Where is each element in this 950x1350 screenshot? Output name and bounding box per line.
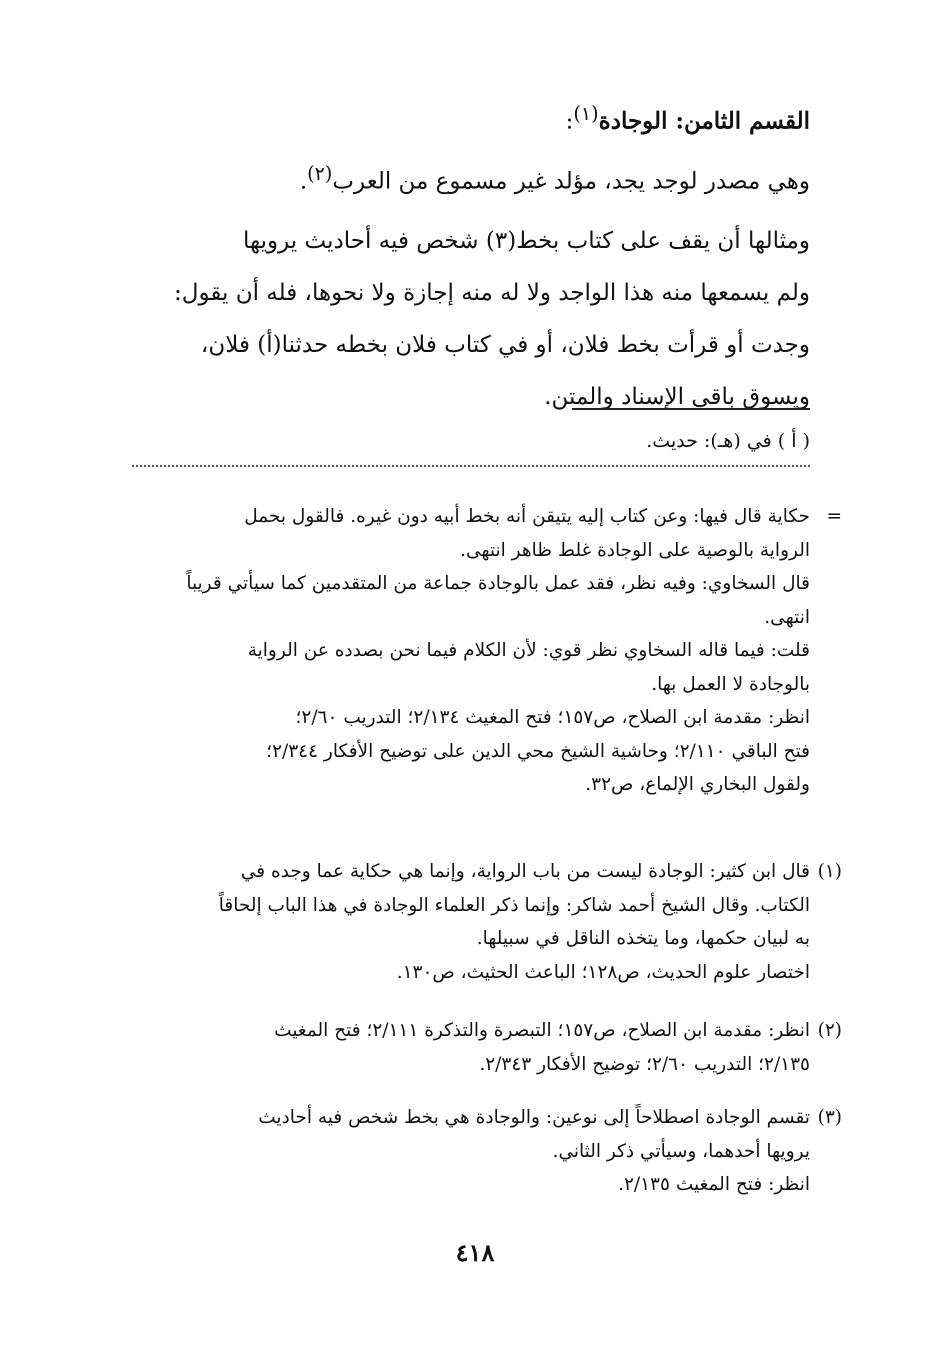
footnote-line: قال ابن كثير: الوجادة ليست من باب الرواية، وإنما هي حكاية عما وجده في <box>240 861 810 882</box>
paragraph-line: ويسوق باقي الإسناد والمتن. <box>544 384 810 411</box>
footnote-line: تقسم الوجادة اصطلاحاً إلى نوعين: والوجادة هي بخط شخص فيه أحاديث <box>258 1107 810 1128</box>
definition-text: وهي مصدر لوجد يجد، مؤلد غير مسموع من العرب <box>332 168 810 195</box>
heading-colon: : <box>565 108 574 135</box>
footnote-line: به لبيان حكمها، وما يتخذه الناقل في سبيلها. <box>476 928 810 949</box>
page-number: ٤١٨ <box>455 1238 495 1267</box>
footnote-line: انتهى. <box>764 606 810 628</box>
footnote-line: انظر: مقدمة ابن الصلاح، ص١٥٧؛ فتح المغيث ٢/١٣٤؛ التدريب ٢/٦٠؛ <box>295 707 810 728</box>
footnote-line: بالوجادة لا العمل بها. <box>651 673 810 695</box>
footnote-line: الكتاب. وقال الشيخ أحمد شاكر: وإنما ذكر العلماء الوجادة في هذا الباب إلحاقاً <box>218 894 810 916</box>
footnote-line: انظر: مقدمة ابن الصلاح، ص١٥٧؛ التبصرة والتذكرة ٢/١١١؛ فتح المغيث <box>274 1020 810 1041</box>
footnote-marker: (١) <box>817 861 842 882</box>
paragraph-line: ومثالها أن يقف على كتاب بخط(٣) شخص فيه أحاديث يرويها <box>243 228 810 255</box>
paragraph-line: ولم يسمعها منه هذا الواجد ولا له منه إجازة ولا نحوها، فله أن يقول: <box>174 280 810 307</box>
heading-footnote-ref: (١) <box>573 102 599 125</box>
definition-line <box>115 148 810 208</box>
footnote-line: حكاية قال فيها: وعن كتاب إليه يتيقن أنه بخط أبيه دون غيره. فالقول بحمل <box>244 506 810 527</box>
definition-period: . <box>299 168 308 195</box>
continuation-marker: = <box>826 506 842 527</box>
main-text <box>115 88 810 423</box>
dotted-divider <box>132 465 810 467</box>
definition-footnote-ref: (٢) <box>307 161 333 185</box>
variant-note: ( أ ) في (هـ): حديث. <box>646 430 810 452</box>
paragraph-line: وجدت أو قرأت بخط فلان، أو في كتاب فلان بخطه حدثنا(أ) فلان، <box>200 332 810 359</box>
footnote-line: الرواية بالوصية على الوجادة غلط ظاهر انتهى. <box>460 539 810 561</box>
footnote-line: فتح الباقي ٢/١١٠؛ وحاشية الشيخ محي الدين على توضيح الأفكار ٢/٣٤٤؛ <box>266 740 810 762</box>
footnote-line: يرويها أحدهما، وسيأتي ذكر الثاني. <box>552 1140 810 1162</box>
footnote-line: اختصار علوم الحديث، ص١٢٨؛ الباعث الحثيث، ص١٣٠. <box>396 961 810 983</box>
continued-footnote <box>115 500 842 802</box>
footnote-marker: (٣) <box>817 1107 842 1128</box>
footnote-line: قال السخاوي: وفيه نظر، فقد عمل بالوجادة جماعة من المتقدمين كما سيأتي قريباً <box>186 573 810 594</box>
footnote-2 <box>115 1014 842 1081</box>
footnote-line: قلت: فيما قاله السخاوي نظر قوي: لأن الكلام فيما نحن بصدده عن الرواية <box>247 640 810 661</box>
footnote-separator-rule <box>572 408 810 410</box>
footnote-1 <box>115 855 842 989</box>
footnote-line: انظر: فتح المغيث ٢/١٣٥. <box>618 1174 810 1195</box>
footnote-3 <box>115 1101 842 1202</box>
footnote-line: ٢/١٣٥؛ التدريب ٢/٦٠؛ توضيح الأفكار ٢/٣٤٣. <box>479 1053 810 1075</box>
footnote-marker: (٢) <box>817 1020 842 1041</box>
section-heading-text: القسم الثامن: الوجادة <box>598 107 810 135</box>
footnote-line: ولقول البخاري الإلماع، ص٣٢. <box>585 774 810 795</box>
section-heading <box>115 88 810 148</box>
